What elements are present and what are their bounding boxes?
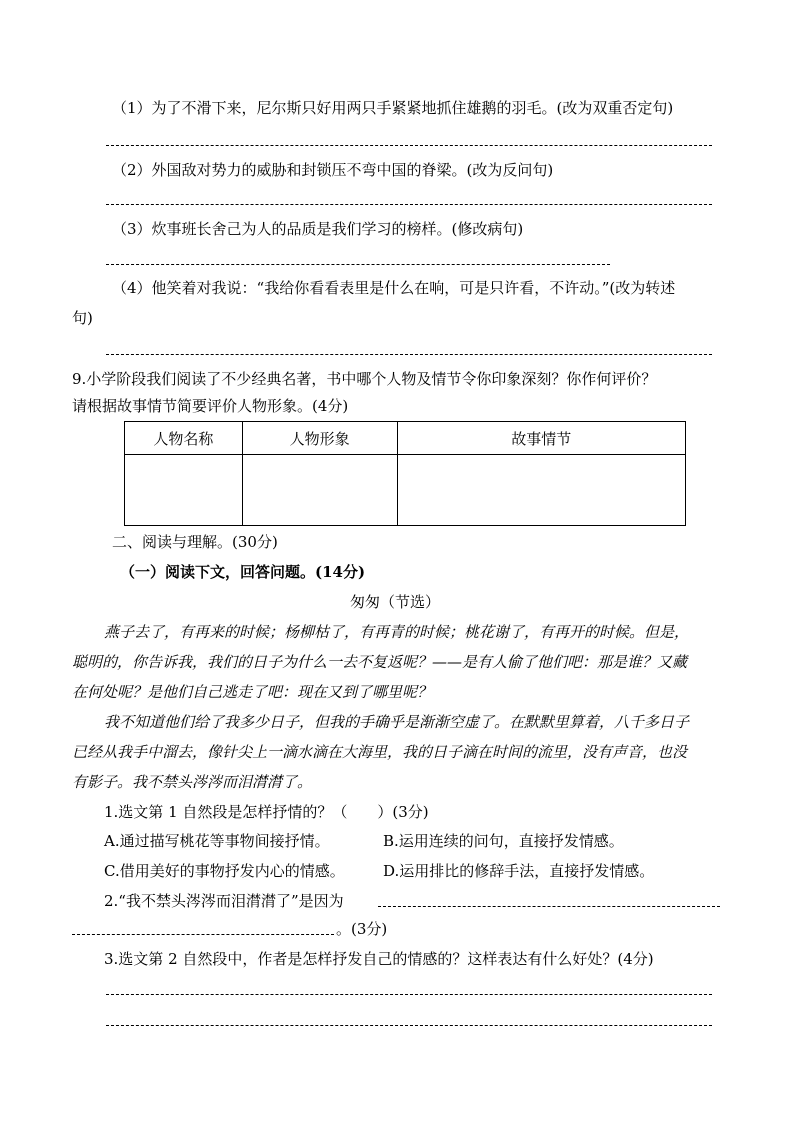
table-header-plot: 故事情节 bbox=[397, 422, 685, 455]
q2-answer-line-2[interactable] bbox=[72, 934, 334, 935]
part1-title: （一）阅读下文，回答问题。(14分) bbox=[120, 563, 366, 581]
passage-para2-line1: 我不知道他们给了我多少日子，但我的手确乎是渐渐空虚了。在默默里算着，八千多日子 bbox=[104, 713, 690, 731]
reading-q3: 3.选文第 2 自然段中，作者是怎样抒发自己的情感的？这样表达有什么好处？(4分) bbox=[104, 950, 654, 968]
option-c[interactable]: C.借用美好的事物抒发内心的情感。 bbox=[104, 862, 345, 880]
section2-title: 二、阅读与理解。(30分) bbox=[112, 533, 278, 551]
answer-line[interactable] bbox=[106, 264, 610, 265]
table-cell-plot[interactable] bbox=[397, 455, 685, 526]
table-header-image: 人物形象 bbox=[242, 422, 397, 455]
q2-answer-line-1[interactable] bbox=[378, 906, 720, 907]
table-cell-name[interactable] bbox=[125, 455, 243, 526]
answer-line[interactable] bbox=[106, 204, 712, 205]
answer-line[interactable] bbox=[106, 354, 712, 355]
rewrite-q4-line1: （4）他笑着对我说：“我给你看看表里是什么在响，可是只许看，不许动。”(改为转述 bbox=[112, 279, 676, 297]
passage-title: 匆匆（节选） bbox=[350, 593, 441, 611]
q9-line1: 9.小学阶段我们阅读了不少经典名著，书中哪个人物及情节令你印象深刻？你作何评价？ bbox=[72, 370, 657, 388]
q3-answer-line-1[interactable] bbox=[106, 994, 712, 995]
passage-para1-line2: 聪明的，你告诉我，我们的日子为什么一去不复返呢？——是有人偷了他们吧：那是谁？又藏 bbox=[72, 653, 688, 671]
option-a[interactable]: A.通过描写桃花等事物间接抒情。 bbox=[104, 832, 330, 850]
table-header-name: 人物名称 bbox=[125, 422, 243, 455]
passage-para1-line1: 燕子去了，有再来的时候；杨柳枯了，有再青的时候；桃花谢了，有再开的时候。但是， bbox=[104, 623, 690, 641]
reading-q1: 1.选文第 1 自然段是怎样抒情的？（ ）(3分) bbox=[104, 803, 429, 821]
reading-q2-prefix: 2.“我不禁头涔涔而泪潸潸了”是因为 bbox=[104, 892, 344, 910]
answer-line[interactable] bbox=[106, 145, 712, 146]
rewrite-q1: （1）为了不滑下来，尼尔斯只好用两只手紧紧地抓住雄鹅的羽毛。(改为双重否定句) bbox=[112, 99, 674, 117]
passage-para2-line2: 已经从我手中溜去，像针尖上一滴水滴在大海里，我的日子滴在时间的流里，没有声音，也没 bbox=[72, 743, 688, 761]
q3-answer-line-2[interactable] bbox=[106, 1025, 712, 1026]
rewrite-q3: （3）炊事班长舍己为人的品质是我们学习的榜样。(修改病句) bbox=[112, 220, 524, 238]
rewrite-q4-line2: 句) bbox=[72, 309, 93, 327]
passage-para2-line3: 有影子。我不禁头涔涔而泪潸潸了。 bbox=[72, 773, 313, 791]
option-d[interactable]: D.运用排比的修辞手法，直接抒发情感。 bbox=[383, 862, 655, 880]
q9-line2: 请根据故事情节简要评价人物形象。(4分) bbox=[72, 397, 349, 415]
option-b[interactable]: B.运用连续的问句，直接抒发情感。 bbox=[383, 832, 624, 850]
passage-para1-line3: 在何处呢？是他们自己逃走了吧：现在又到了哪里呢？ bbox=[72, 683, 433, 701]
table-cell-image[interactable] bbox=[242, 455, 397, 526]
character-table bbox=[124, 421, 686, 526]
rewrite-q2: （2）外国敌对势力的威胁和封锁压不弯中国的脊梁。(改为反问句) bbox=[112, 161, 554, 179]
reading-q2-suffix: 。(3分) bbox=[336, 920, 388, 938]
